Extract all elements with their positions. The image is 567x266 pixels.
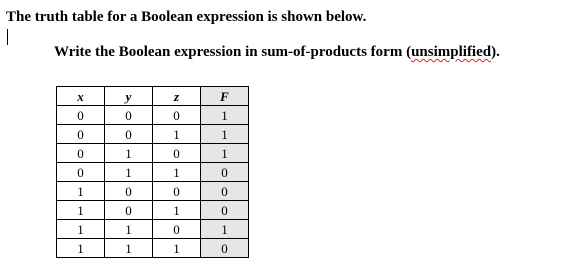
cell-f: 0 xyxy=(201,163,249,182)
cell-f: 0 xyxy=(201,239,249,258)
cell-z: 0 xyxy=(153,144,201,163)
cell-x: 1 xyxy=(57,201,105,220)
table-header-row xyxy=(57,87,249,106)
cell-x: 1 xyxy=(57,182,105,201)
cell-y: 1 xyxy=(105,220,153,239)
cell-y: 1 xyxy=(105,239,153,258)
cell-z: 1 xyxy=(153,125,201,144)
table-row xyxy=(57,144,249,163)
cell-f: 1 xyxy=(201,144,249,163)
cell-y: 0 xyxy=(105,125,153,144)
truth-table-body xyxy=(57,106,249,258)
intro-text: The truth table for a Boolean expression is shown below. xyxy=(6,9,367,25)
table-row xyxy=(57,239,249,258)
cell-f: 0 xyxy=(201,201,249,220)
cell-f: 1 xyxy=(201,220,249,239)
table-row xyxy=(57,106,249,125)
cell-y: 0 xyxy=(105,201,153,220)
cell-z: 0 xyxy=(153,106,201,125)
table-row xyxy=(57,220,249,239)
cell-z: 0 xyxy=(153,182,201,201)
truth-table xyxy=(56,86,249,258)
cell-y: 1 xyxy=(105,163,153,182)
cell-x: 0 xyxy=(57,106,105,125)
instruction-pre: Write the Boolean expression in sum-of-products form ( xyxy=(54,44,412,60)
cell-y: 0 xyxy=(105,106,153,125)
cell-x: 0 xyxy=(57,144,105,163)
header-z: z xyxy=(153,87,201,106)
table-row xyxy=(57,182,249,201)
cell-z: 1 xyxy=(153,163,201,182)
cell-z: 1 xyxy=(153,201,201,220)
instruction-text xyxy=(54,44,500,61)
cell-x: 1 xyxy=(57,239,105,258)
cell-f: 1 xyxy=(201,125,249,144)
cell-y: 1 xyxy=(105,144,153,163)
cell-z: 0 xyxy=(153,220,201,239)
cell-f: 1 xyxy=(201,106,249,125)
header-f: F xyxy=(201,87,249,106)
cell-z: 1 xyxy=(153,239,201,258)
instruction-post: ). xyxy=(491,44,500,60)
cell-y: 0 xyxy=(105,182,153,201)
table-row xyxy=(57,163,249,182)
table-row xyxy=(57,125,249,144)
table-row xyxy=(57,201,249,220)
cell-f: 0 xyxy=(201,182,249,201)
spellcheck-flagged-word: unsimplified xyxy=(411,44,492,60)
cell-x: 1 xyxy=(57,220,105,239)
text-cursor xyxy=(7,29,8,45)
header-x: x xyxy=(57,87,105,106)
cell-x: 0 xyxy=(57,163,105,182)
header-y: y xyxy=(105,87,153,106)
cell-x: 0 xyxy=(57,125,105,144)
